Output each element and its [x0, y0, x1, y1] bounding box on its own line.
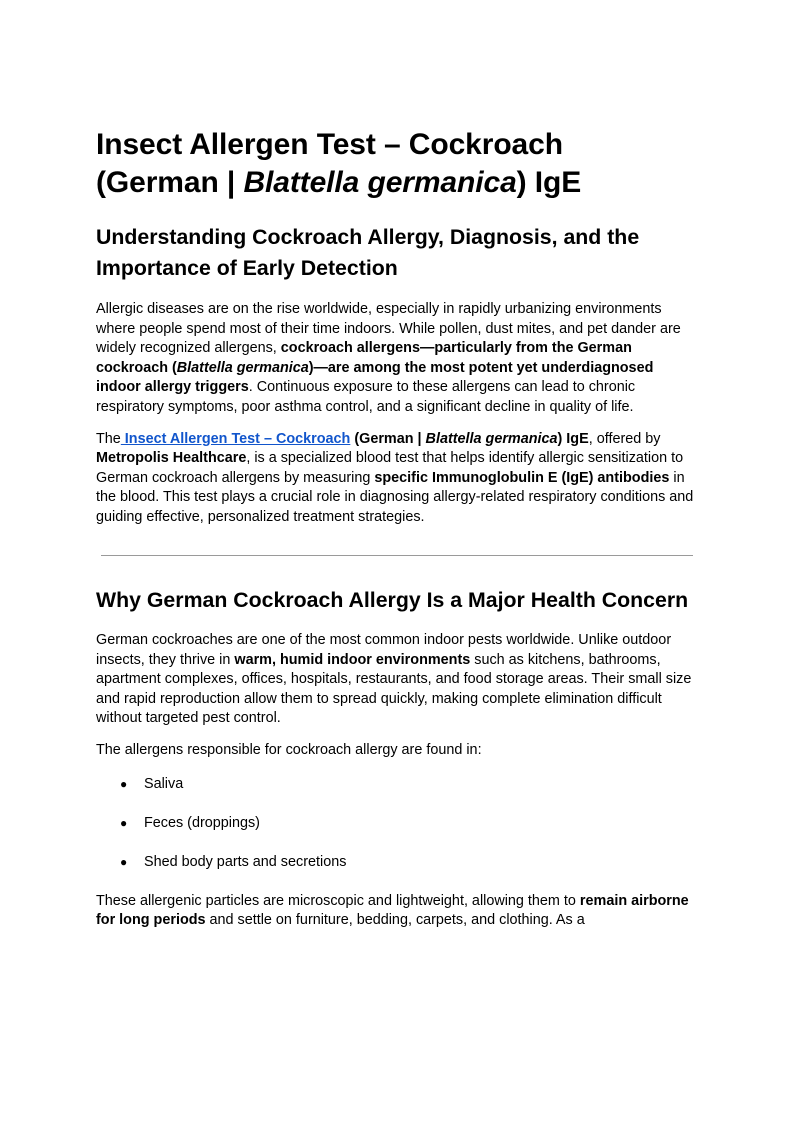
paragraph-allergen-sources: The allergens responsible for cockroach allergy are found in: [96, 742, 482, 758]
paragraph-airborne-particles: These allergenic particles are microscopic and lightweight, allowing them to remain airborne for long periods and settle on furniture, bedding, carpets, and clothing. As a [96, 892, 689, 929]
allergen-source-list [96, 775, 699, 873]
bullet-icon: ● [120, 854, 128, 869]
bullet-icon: ● [120, 776, 128, 791]
section-heading-why: Why German Cockroach Allergy Is a Major Health Concern [96, 587, 689, 612]
document-page [96, 126, 699, 931]
list-item: ● Saliva [96, 775, 699, 795]
list-item: ● Shed body parts and secretions [96, 853, 699, 873]
list-item: ● Feces (droppings) [96, 814, 699, 834]
test-link[interactable]: Insect Allergen Test – Cockroach [120, 430, 351, 447]
section-divider [101, 555, 693, 556]
title-line-1: Insect Allergen Test – Cockroach [96, 128, 563, 161]
bullet-icon: ● [120, 815, 128, 830]
section-heading-understanding: Understanding Cockroach Allergy, Diagnosis, and the Importance of Early Detection [96, 225, 640, 280]
page-title [96, 126, 699, 202]
title-line-2-close: ) IgE [516, 166, 582, 199]
paragraph-cockroach-environment: German cockroaches are one of the most common indoor pests worldwide. Unlike outdoor insects, they thrive in warm, humid indoor environments such as kitchens, bathrooms, apartment complexes, offices, hospitals, restaurants, and food storage areas. Their small size and rapid reproduction allow them to spread quickly, making complete elimination difficult without targeted pest control. [96, 632, 692, 727]
title-line-2-open: (German | [96, 166, 244, 199]
title-species-name: Blattella germanica [243, 166, 517, 199]
paragraph-test-description: The Insect Allergen Test – Cockroach (German | Blattella germanica) IgE, offered by Metropolis Healthcare, is a specialized blood test that helps identify allergic sensitization to German cockroach allergens by measuring specific Immunoglobulin E (IgE) antibodies in the blood. This test plays a crucial role in diagnosing allergy-related respiratory conditions and guiding effective, personalized treatment strategies. [96, 430, 694, 525]
paragraph-intro: Allergic diseases are on the rise worldwide, especially in rapidly urbanizing environments where people spend most of their time indoors. While pollen, dust mites, and pet dander are widely recognized allergens, cockroach allergens—particularly from the German cockroach (Blattella germanica)—are among the most potent yet underdiagnosed indoor allergy triggers. Continuous exposure to these allergens can lead to chronic respiratory symptoms, poor asthma control, and a significant decline in quality of life. [96, 301, 681, 415]
